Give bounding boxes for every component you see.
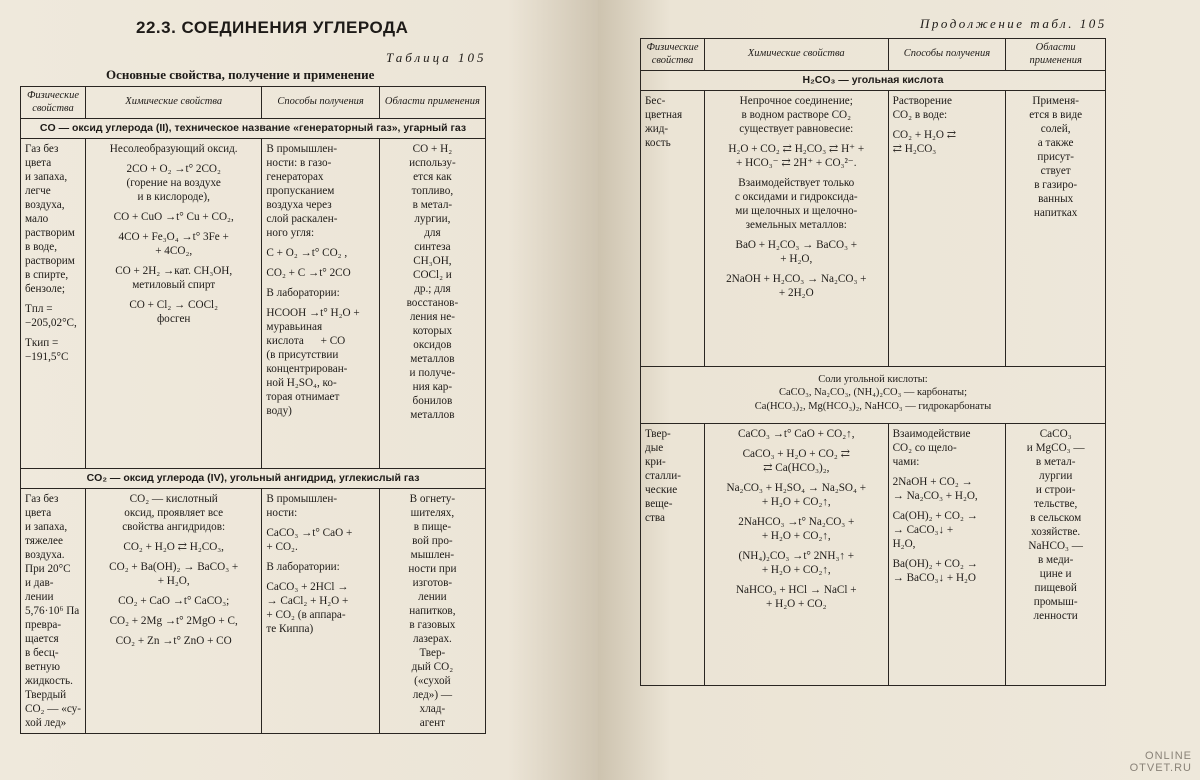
cell-line: CaCO₃ →t° CaO + (266, 527, 353, 540)
cell-line: Непрочное соединение; (739, 95, 853, 108)
section-title-co2: CO₂ — оксид углерода (IV), угольный ангидрид, углекислый газ (21, 469, 486, 489)
cell-line: кри- (645, 455, 666, 468)
cell-line: При 20°C (25, 563, 71, 576)
cell-co-physical (21, 139, 86, 469)
cell-line: цветная (645, 109, 683, 122)
cell-h2co3-methods (888, 91, 1006, 367)
cell-line: ⇄ Ca(HCO₃)₂, (763, 461, 830, 474)
cell-line: цвета (25, 157, 52, 170)
cell-line: промыш- (1033, 595, 1078, 608)
cell-line: хлад- (419, 703, 446, 716)
cell-line: сталли- (645, 469, 681, 482)
cell-line: в газовых (409, 619, 456, 632)
cell-line: CO₂ + 2Mg →t° 2MgO + C, (109, 615, 238, 628)
cell-line: пищевой (1034, 581, 1077, 594)
cell-line: 2CO + O₂ →t° 2CO₂ (126, 163, 221, 176)
cell-line: Газ без (25, 143, 59, 156)
cell-line: + H₂O + CO₂↑, (761, 529, 831, 542)
header-physical: Физические свойства (21, 87, 86, 119)
cell-co2-uses (379, 489, 485, 734)
cell-line: ствует (1040, 165, 1071, 178)
cell-co-chemical (85, 139, 261, 469)
cell-line: Tкип = (25, 337, 59, 350)
cell-h2co3-physical (641, 91, 705, 367)
cell-line: пропусканием (266, 185, 335, 198)
cell-line: ного угля: (266, 227, 315, 240)
cell-line: (в присутствии (266, 349, 339, 362)
cell-line: CaCO₃ + H₂O + CO₂ ⇄ (742, 447, 850, 460)
cell-line: 2NaOH + H₂CO₃ → Na₂CO₃ + (726, 273, 867, 286)
table-number: Таблица 105 (386, 50, 487, 65)
cell-line: и запаха, (25, 171, 68, 184)
cell-h2co3-uses (1006, 91, 1106, 367)
cell-line: жидкость. (25, 675, 73, 688)
cell-line: CH₃OH, (413, 255, 452, 268)
cell-line: Tпл = (25, 303, 53, 316)
cell-line: бензоле; (25, 283, 65, 296)
header-methods-right: Способы получения (888, 39, 1006, 71)
cell-salts-methods (888, 423, 1006, 685)
cell-line: ческие (645, 483, 678, 496)
cell-line: + H₂O, (780, 253, 813, 266)
cell-line: растворим (25, 255, 75, 268)
section-row-h2co3 (641, 71, 1106, 91)
cell-line: в метал- (1035, 455, 1076, 468)
cell-line: напитках (1033, 207, 1078, 220)
cell-line: CaCO₃, Na₂CO₃, (NH₄)₂CO₃ — карбонаты; (778, 387, 968, 399)
cell-line: 5,76·10⁶ Па (25, 605, 80, 618)
cell-line: CO₂ + Ba(OH)₂ → BaCO₃ + (109, 561, 239, 574)
cell-line: в водном растворе CO₂ (741, 109, 852, 122)
cell-line: солей, (1040, 123, 1071, 136)
cell-line: лургии, (414, 213, 451, 226)
cell-line: растворим (25, 227, 75, 240)
section-title-co: CO — оксид углерода (II), техническое название «генераторный газ», угарный газ (21, 119, 486, 139)
cell-line: а также (1037, 137, 1074, 150)
cell-line: напитков, (409, 605, 456, 618)
cell-line: C + O₂ →t° CO₂ , (266, 247, 348, 260)
watermark-line-2: OTVET.RU (1129, 761, 1192, 774)
cell-line: BaO + H₂CO₃ → BaCO₃ + (735, 239, 858, 252)
header-chemical: Химические свойства (85, 87, 261, 119)
cell-line: + HCO₃⁻ ⇄ 2H⁺ + CO₃²⁻. (736, 157, 857, 170)
cell-line: дый CO₂ (411, 661, 454, 674)
cell-line: ⇄ H₂CO₃ (892, 143, 937, 156)
cell-line: земельных металлов: (745, 219, 847, 232)
cell-line: и строи- (1035, 483, 1076, 496)
header-physical-right: Физические свойства (641, 39, 705, 71)
cell-line: мышлен- (410, 549, 455, 562)
cell-line: COCl₂ и (413, 269, 452, 282)
cell-line: которых (412, 325, 453, 338)
table-title: Основные свойства, получение и применение (106, 67, 375, 82)
cell-line: муравьиная (266, 321, 323, 334)
cell-line: оксид, проявляет все (124, 507, 224, 520)
cell-line: → BaCO₃↓ + H₂O (892, 571, 977, 584)
cell-line: присут- (1037, 151, 1074, 164)
cell-line: тяжелее (25, 535, 63, 548)
cell-line: → CaCl₂ + H₂O + (266, 595, 349, 608)
cell-line: метиловый спирт (132, 279, 216, 292)
cell-line: ной H₂SO₄, ко- (266, 377, 337, 390)
cell-line: ности при (408, 563, 457, 576)
cell-line: CO₂ + C →t° 2CO (266, 267, 351, 280)
cell-line: (горение на воздухе (126, 177, 221, 190)
cell-line: CaCO₃ + 2HCl → (266, 581, 349, 594)
section-row-co2 (21, 469, 486, 489)
cell-line: воздуха, (25, 199, 65, 212)
cell-line: в газиро- (1034, 179, 1078, 192)
cell-line: для (424, 227, 441, 240)
cell-line: генераторах (266, 171, 324, 184)
cell-line: металлов (410, 353, 455, 366)
cell-line: Твер- (419, 647, 446, 660)
cell-line: 4CO + Fe₃O₄ →t° 3Fe + (118, 231, 229, 244)
cell-line: восстанов- (406, 297, 459, 310)
cell-line: Твердый (25, 689, 67, 702)
cell-co-uses (379, 139, 485, 469)
cell-line: ленности (1033, 609, 1078, 622)
continuation-label: Продолжение табл. 105 (920, 16, 1107, 31)
cell-line: кислота + CO (266, 335, 346, 348)
cell-line: в сельском (1030, 511, 1082, 524)
cell-line: В промышлен- (266, 493, 338, 506)
cell-line: хозяйстве. (1031, 525, 1081, 538)
cell-line: лении (25, 591, 54, 604)
cell-line: ется в виде (1029, 109, 1083, 122)
watermark (1130, 750, 1192, 774)
cell-line: −205,02°C, (25, 317, 77, 330)
cell-line: + CO₂ (в аппара- (266, 609, 346, 622)
cell-line: CO₂ — кислотный (129, 493, 218, 506)
cell-line: Взаимодействует только (738, 177, 855, 190)
cell-line: Соли угольной кислоты: (818, 374, 928, 386)
cell-line: лед») — (412, 689, 453, 702)
cell-line: → CaCO₃↓ + (892, 523, 954, 536)
right-page (598, 0, 1200, 780)
section-title-h2co3: H₂CO₃ — угольная кислота (641, 71, 1106, 91)
cell-line: воздуха через (266, 199, 332, 212)
cell-line: CO + H₂ (412, 143, 453, 156)
header-uses: Области применения (379, 87, 485, 119)
cell-line: хой лед» (25, 717, 67, 730)
cell-line: ветную (25, 661, 61, 674)
cell-line: CaCO₃ →t° CaO + CO₂↑, (738, 427, 855, 440)
cell-line: воду) (266, 405, 292, 418)
cell-salts-physical (641, 423, 705, 685)
cell-h2co3-chemical (704, 91, 888, 367)
left-page (0, 0, 598, 780)
cell-line: CO₂ + H₂O ⇄ (892, 129, 957, 142)
cell-line: торая отнимает (266, 391, 340, 404)
cell-line: Взаимодействие (892, 427, 971, 440)
cell-line: HCOOH →t° H₂O + (266, 307, 360, 320)
cell-line: ния кар- (412, 381, 453, 394)
cell-line: ности: в газо- (266, 157, 332, 170)
cell-line: ности: (266, 507, 298, 520)
section-heading: 22.3. СОЕДИНЕНИЯ УГЛЕРОДА (136, 18, 409, 37)
cell-line: NaHCO₃ + HCl → NaCl + (735, 583, 857, 596)
cell-line: в метал- (412, 199, 453, 212)
cell-line: слой раскален- (266, 213, 338, 226)
cell-co2-physical (21, 489, 86, 734)
cell-line: CO₂ + Zn →t° ZnO + CO (115, 635, 232, 648)
cell-line: и MgCO₃ — (1026, 441, 1085, 454)
cell-line: тельстве, (1033, 497, 1078, 510)
cell-line: + CO₂. (266, 541, 298, 554)
cell-line: и запаха, (25, 521, 68, 534)
cell-line: цине и (1039, 567, 1072, 580)
cell-line: лазерах. (412, 633, 452, 646)
watermark-line-1: ONLINE (1145, 749, 1192, 762)
cell-line: (NH₄)₂CO₃ →t° 2NH₃↑ + (738, 549, 855, 562)
cell-line: лении (418, 591, 447, 604)
cell-line: Применя- (1032, 95, 1079, 108)
cell-line: CO + CuO →t° Cu + CO₂, (113, 211, 234, 224)
cell-line: существует равновесие: (739, 123, 854, 136)
cell-line: изготов- (412, 577, 453, 590)
section-row-co (21, 119, 486, 139)
cell-line: Газ без (25, 493, 59, 506)
cell-line: металлов (410, 409, 455, 422)
cell-line: → Na₂CO₃ + H₂O, (892, 489, 978, 502)
cell-line: H₂O, (892, 537, 916, 550)
cell-line: Na₂CO₃ + H₂SO₄ → Na₂SO₄ + (726, 481, 867, 494)
cell-line: жид- (645, 123, 669, 136)
cell-line: шителях, (410, 507, 455, 520)
table-row-co (21, 139, 486, 469)
header-uses-right: Области применения (1006, 39, 1106, 71)
cell-line: синтеза (414, 241, 451, 254)
cell-line: CO₂ в воде: (892, 109, 948, 122)
cell-line: веще- (645, 497, 673, 510)
cell-line: Бес- (645, 95, 666, 108)
cell-line: + H₂O + CO₂↑, (761, 563, 831, 576)
cell-line: + H₂O, (157, 575, 190, 588)
cell-line: + H₂O + CO₂ (766, 597, 827, 610)
cell-line: Ca(HCO₃)₂, Mg(HCO₃)₂, NaHCO₃ — гидрокарбонаты (754, 400, 992, 412)
cell-line: CO₂ + H₂O ⇄ H₂CO₃, (123, 541, 224, 554)
cell-line: концентрирован- (266, 363, 348, 376)
cell-line: Ca(OH)₂ + CO₂ → (892, 509, 978, 522)
section-row-salts (641, 367, 1106, 423)
table-row-co2 (21, 489, 486, 734)
cell-line: чами: (892, 455, 920, 468)
cell-line: Растворение (892, 95, 952, 108)
cell-line: фосген (156, 313, 191, 326)
cell-line: с оксидами и гидроксида- (734, 191, 858, 204)
cell-line: CaCO₃ (1039, 427, 1072, 440)
cell-line: легче (25, 185, 51, 198)
cell-line: дые (645, 441, 664, 454)
cell-line: топливо, (411, 185, 454, 198)
cell-co-methods (262, 139, 379, 469)
cell-line: использу- (409, 157, 456, 170)
header-methods: Способы получения (262, 87, 379, 119)
header-row-right (641, 39, 1106, 71)
cell-line: в меди- (1037, 553, 1074, 566)
cell-line: мало (25, 213, 49, 226)
cell-line: ления не- (409, 311, 455, 324)
cell-line: в воде, (25, 241, 58, 254)
cell-line: + H₂O + CO₂↑, (761, 495, 831, 508)
cell-line: («сухой (414, 675, 451, 688)
cell-salts-chemical (704, 423, 888, 685)
cell-line: + 4CO₂, (155, 245, 193, 258)
cell-line: + 2H₂O (778, 287, 814, 300)
cell-line: те Киппа) (266, 623, 314, 636)
cell-line: цвета (25, 507, 52, 520)
cell-line: кость (645, 137, 671, 150)
cell-line: и в кислороде), (137, 191, 210, 204)
cell-line: оксидов (413, 339, 452, 352)
cell-line: CO₂ со щело- (892, 441, 957, 454)
table-row-h2co3 (641, 91, 1106, 367)
cell-line: NaHCO₃ — (1028, 539, 1083, 552)
cell-line: щается (25, 633, 59, 646)
cell-line: в спирте, (25, 269, 69, 282)
cell-line: Ba(OH)₂ + CO₂ → (892, 557, 978, 570)
cell-line: 2NaOH + CO₂ → (892, 475, 973, 488)
properties-table-left (20, 86, 486, 734)
cell-line: превра- (25, 619, 62, 632)
cell-line: свойства ангидридов: (122, 521, 226, 534)
cell-line: агент (419, 717, 446, 730)
cell-line: CO₂ + CaO →t° CaCO₃; (118, 595, 230, 608)
cell-line: ми щелочных и щелочно- (735, 205, 858, 218)
cell-line: ванных (1038, 193, 1074, 206)
cell-line: В лаборатории: (266, 287, 340, 300)
cell-line: в бесц- (25, 647, 59, 660)
cell-line: вой про- (412, 535, 453, 548)
section-title-salts (641, 367, 1106, 423)
cell-salts-uses (1006, 423, 1106, 685)
cell-line: CO + 2H₂ →кат. CH₃OH, (115, 265, 233, 278)
cell-co2-chemical (85, 489, 261, 734)
cell-line: бонилов (412, 395, 453, 408)
cell-line: CO + Cl₂ → COCl₂ (129, 299, 219, 312)
properties-table-right (640, 38, 1106, 686)
cell-line: CO₂ — «су- (25, 703, 81, 716)
cell-co2-methods (262, 489, 379, 734)
cell-line: −191,5°C (25, 351, 69, 364)
header-row (21, 87, 486, 119)
cell-line: Несолеобразующий оксид. (109, 143, 238, 156)
cell-line: Твер- (645, 427, 671, 440)
cell-line: и дав- (25, 577, 54, 590)
cell-line: В огнету- (409, 493, 456, 506)
cell-line: H₂O + CO₂ ⇄ H₂CO₃ ⇄ H⁺ + (728, 143, 865, 156)
cell-line: и получе- (409, 367, 456, 380)
cell-line: В лаборатории: (266, 561, 340, 574)
cell-line: В промышлен- (266, 143, 338, 156)
cell-line: др.; для (414, 283, 451, 296)
cell-line: в пище- (413, 521, 452, 534)
cell-line: 2NaHCO₃ →t° Na₂CO₃ + (738, 515, 855, 528)
cell-line: ства (645, 511, 665, 524)
cell-line: ется как (413, 171, 452, 184)
cell-line: лургии (1038, 469, 1073, 482)
table-row-salts (641, 423, 1106, 685)
header-chemical-right: Химические свойства (704, 39, 888, 71)
cell-line: воздуха. (25, 549, 65, 562)
